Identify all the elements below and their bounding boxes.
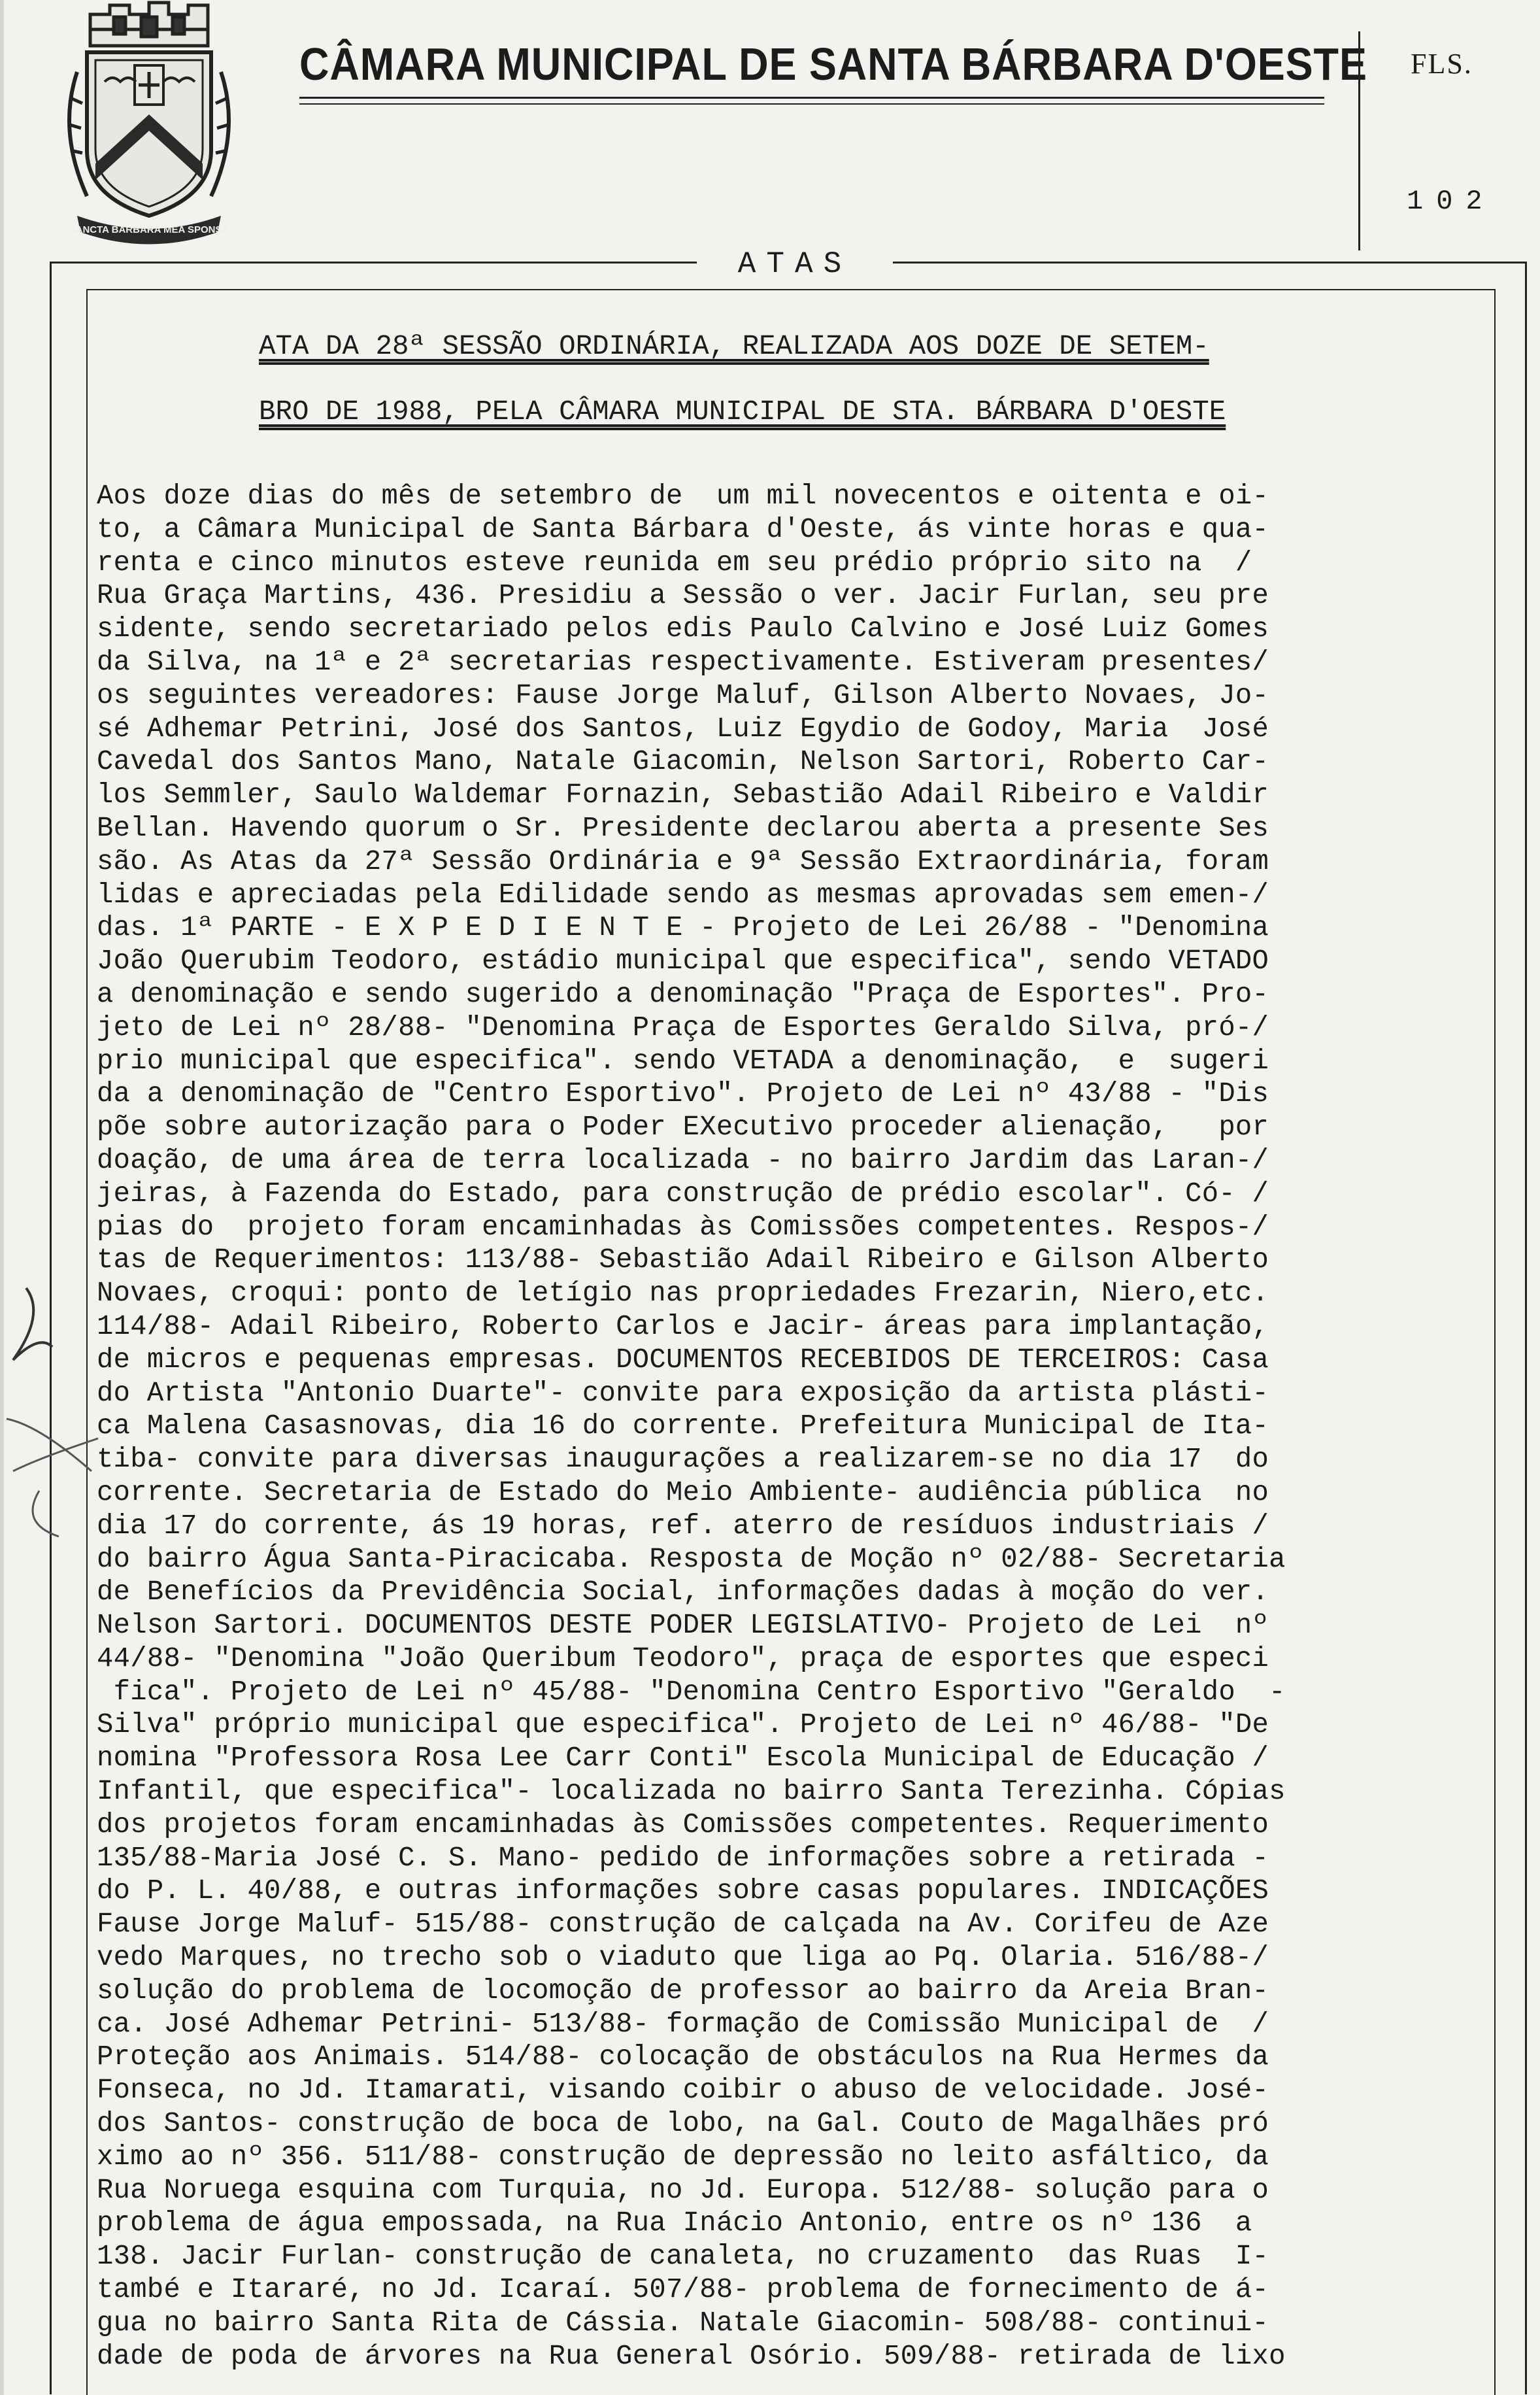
body-line: tas de Requerimentos: 113/88- Sebastião Adail Ribeiro e Gilson Alberto <box>97 1244 1269 1276</box>
institution-name: CÂMARA MUNICIPAL DE SANTA BÁRBARA D'OESTE <box>299 39 1367 90</box>
body-line: 135/88-Maria José C. S. Mano- pedido de informações sobre a retirada - <box>97 1842 1269 1874</box>
body-line: da Silva, na 1ª e 2ª secretarias respectivamente. Estiveram presentes/ <box>97 646 1269 678</box>
body-line: renta e cinco minutos esteve reunida em seu prédio próprio sito na / <box>97 547 1252 579</box>
body-line: fica". Projeto de Lei nº 45/88- "Denomina Centro Esportivo "Geraldo - <box>97 1676 1286 1708</box>
body-line: gua no bairro Santa Rita de Cássia. Natale Giacomin- 508/88- continui- <box>97 2307 1269 2339</box>
body-line: ca. José Adhemar Petrini- 513/88- formação de Comissão Municipal de / <box>97 2008 1269 2040</box>
body-line: prio municipal que especifica". sendo VETADA a denominação, e sugeri <box>97 1045 1269 1077</box>
page-number: 102 <box>1407 186 1496 217</box>
body-line: sidente, sendo secretariado pelos edis Paulo Calvino e José Luiz Gomes <box>97 613 1269 645</box>
body-line: Rua Graça Martins, 436. Presidiu a Sessão o ver. Jacir Furlan, seu pre <box>97 580 1269 612</box>
body-line: los Semmler, Saulo Waldemar Fornazin, Sebastião Adail Ribeiro e Valdir <box>97 779 1269 811</box>
header-divider <box>1358 31 1360 250</box>
body-line: nomina "Professora Rosa Lee Carr Conti" Escola Municipal de Educação / <box>97 1742 1269 1775</box>
body-line: dade de poda de árvores na Rua General Osório. 509/88- retirada de lixo <box>97 2340 1286 2372</box>
minutes-body <box>97 480 1502 2373</box>
body-line: 114/88- Adail Ribeiro, Roberto Carlos e Jacir- áreas para implantação, <box>97 1310 1269 1342</box>
body-line: Cavedal dos Santos Mano, Natale Giacomin, Nelson Sartori, Roberto Car- <box>97 746 1269 778</box>
body-line: jeto de Lei nº 28/88- "Denomina Praça de Esportes Geraldo Silva, pró-/ <box>97 1011 1269 1044</box>
header-rule-secondary <box>299 103 1324 105</box>
body-line: Fonseca, no Jd. Itamarati, visando coibir o abuso de velocidade. José- <box>97 2075 1269 2107</box>
section-label: ATAS <box>697 243 893 285</box>
header-rule <box>299 97 1324 99</box>
body-line: Rua Noruega esquina com Turquia, no Jd. Europa. 512/88- solução para o <box>97 2174 1269 2206</box>
body-line: corrente. Secretaria de Estado do Meio Ambiente- audiência pública no <box>97 1476 1269 1508</box>
body-line: Bellan. Havendo quorum o Sr. Presidente declarou aberta a presente Ses <box>97 812 1269 844</box>
body-line: da a denominação de "Centro Esportivo". Projeto de Lei nº 43/88 - "Dis <box>97 1078 1269 1110</box>
body-line: de micros e pequenas empresas. DOCUMENTOS RECEBIDOS DE TERCEIROS: Casa <box>97 1344 1269 1376</box>
body-line: Fause Jorge Maluf- 515/88- construção de calçada na Av. Corifeu de Aze <box>97 1909 1269 1941</box>
body-line: jeiras, à Fazenda do Estado, para construção de prédio escolar". Có- / <box>97 1178 1269 1210</box>
body-line: do bairro Água Santa-Piracicaba. Resposta de Moção nº 02/88- Secretaria <box>97 1543 1286 1575</box>
body-line: també e Itararé, no Jd. Icaraí. 507/88- problema de fornecimento de á- <box>97 2274 1269 2306</box>
body-line: João Querubim Teodoro, estádio municipal que especifica", sendo VETADO <box>97 945 1269 977</box>
body-line: das. 1ª PARTE - E X P E D I E N T E - Projeto de Lei 26/88 - "Denomina <box>97 912 1269 944</box>
body-line: 138. Jacir Furlan- construção de canaleta, no cruzamento das Ruas I- <box>97 2241 1269 2273</box>
body-line: 44/88- "Denomina "João Queribum Teodoro", praça de esportes que especi <box>97 1642 1269 1674</box>
body-line: Aos doze dias do mês de setembro de um mil novecentos e oitenta e oi- <box>97 481 1269 512</box>
page-edge <box>0 0 4 2395</box>
body-line: doação, de uma área de terra localizada - no bairro Jardim das Laran-/ <box>97 1144 1269 1176</box>
body-line: dia 17 do corrente, ás 19 horas, ref. aterro de resíduos industriais / <box>97 1510 1269 1542</box>
body-line: dos Santos- construção de boca de lobo, na Gal. Couto de Magalhães pró <box>97 2108 1269 2140</box>
body-line: tiba- convite para diversas inaugurações a realizarem-se no dia 17 do <box>97 1444 1269 1476</box>
body-line: lidas e apreciadas pela Edilidade sendo as mesmas aprovadas sem emen-/ <box>97 879 1269 911</box>
municipal-crest-logo <box>51 0 247 248</box>
body-line: Nelson Sartori. DOCUMENTOS DESTE PODER LEGISLATIVO- Projeto de Lei nº <box>97 1610 1269 1642</box>
body-line: a denominação e sendo sugerido a denominação "Praça de Esportes". Pro- <box>97 978 1269 1010</box>
body-line: solução do problema de locomoção de professor ao bairro da Areia Bran- <box>97 1975 1269 2007</box>
body-line: Proteção aos Animais. 514/88- colocação de obstáculos na Rua Hermes da <box>97 2041 1269 2073</box>
body-line: problema de água empossada, na Rua Inácio Antonio, entre os nº 136 a <box>97 2207 1252 2239</box>
document-title-line-1: ATA DA 28ª SESSÃO ORDINÁRIA, REALIZADA AOS DOZE DE SETEM- <box>259 331 1209 362</box>
body-line: Silva" próprio municipal que especifica". Projeto de Lei nº 46/88- "De <box>97 1709 1269 1741</box>
document-title-line-2: BRO DE 1988, PELA CÂMARA MUNICIPAL DE STA. BÁRBARA D'OESTE <box>259 396 1226 428</box>
body-line: põe sobre autorização para o Poder EXecutivo proceder alienação, por <box>97 1112 1269 1144</box>
body-line: ca Malena Casasnovas, dia 16 do corrente. Prefeitura Municipal de Ita- <box>97 1410 1269 1442</box>
body-line: ximo ao nº 356. 511/88- construção de depressão no leito asfáltico, da <box>97 2141 1269 2173</box>
body-line: vedo Marques, no trecho sob o viaduto que liga ao Pq. Olaria. 516/88-/ <box>97 1942 1269 1974</box>
body-line: Infantil, que especifica"- localizada no bairro Santa Terezinha. Cópias <box>97 1776 1286 1808</box>
body-line: de Benefícios da Previdência Social, informações dadas à moção do ver. <box>97 1576 1269 1608</box>
crest-motto: SANCTA BARBARA MEA SPONSA <box>69 224 229 235</box>
body-line: do P. L. 40/88, e outras informações sobre casas populares. INDICAÇÕES <box>97 1875 1269 1907</box>
body-line: são. As Atas da 27ª Sessão Ordinária e 9ª Sessão Extraordinária, foram <box>97 845 1269 877</box>
body-line: sé Adhemar Petrini, José dos Santos, Luiz Egydio de Godoy, Maria José <box>97 713 1269 745</box>
body-line: do Artista "Antonio Duarte"- convite para exposição da artista plásti- <box>97 1377 1269 1409</box>
body-line: os seguintes vereadores: Fause Jorge Maluf, Gilson Alberto Novaes, Jo- <box>97 679 1269 711</box>
fls-label: FLS. <box>1411 48 1473 80</box>
body-line: dos projetos foram encaminhadas às Comissões competentes. Requerimento <box>97 1809 1269 1841</box>
body-line: to, a Câmara Municipal de Santa Bárbara d'Oeste, ás vinte horas e qua- <box>97 513 1269 545</box>
handwritten-margin-mark <box>0 1275 118 1550</box>
body-line: pias do projeto foram encaminhadas às Comissões competentes. Respos-/ <box>97 1211 1269 1243</box>
body-line: Novaes, croqui: ponto de letígio nas propriedades Frezarin, Niero,etc. <box>97 1278 1269 1310</box>
